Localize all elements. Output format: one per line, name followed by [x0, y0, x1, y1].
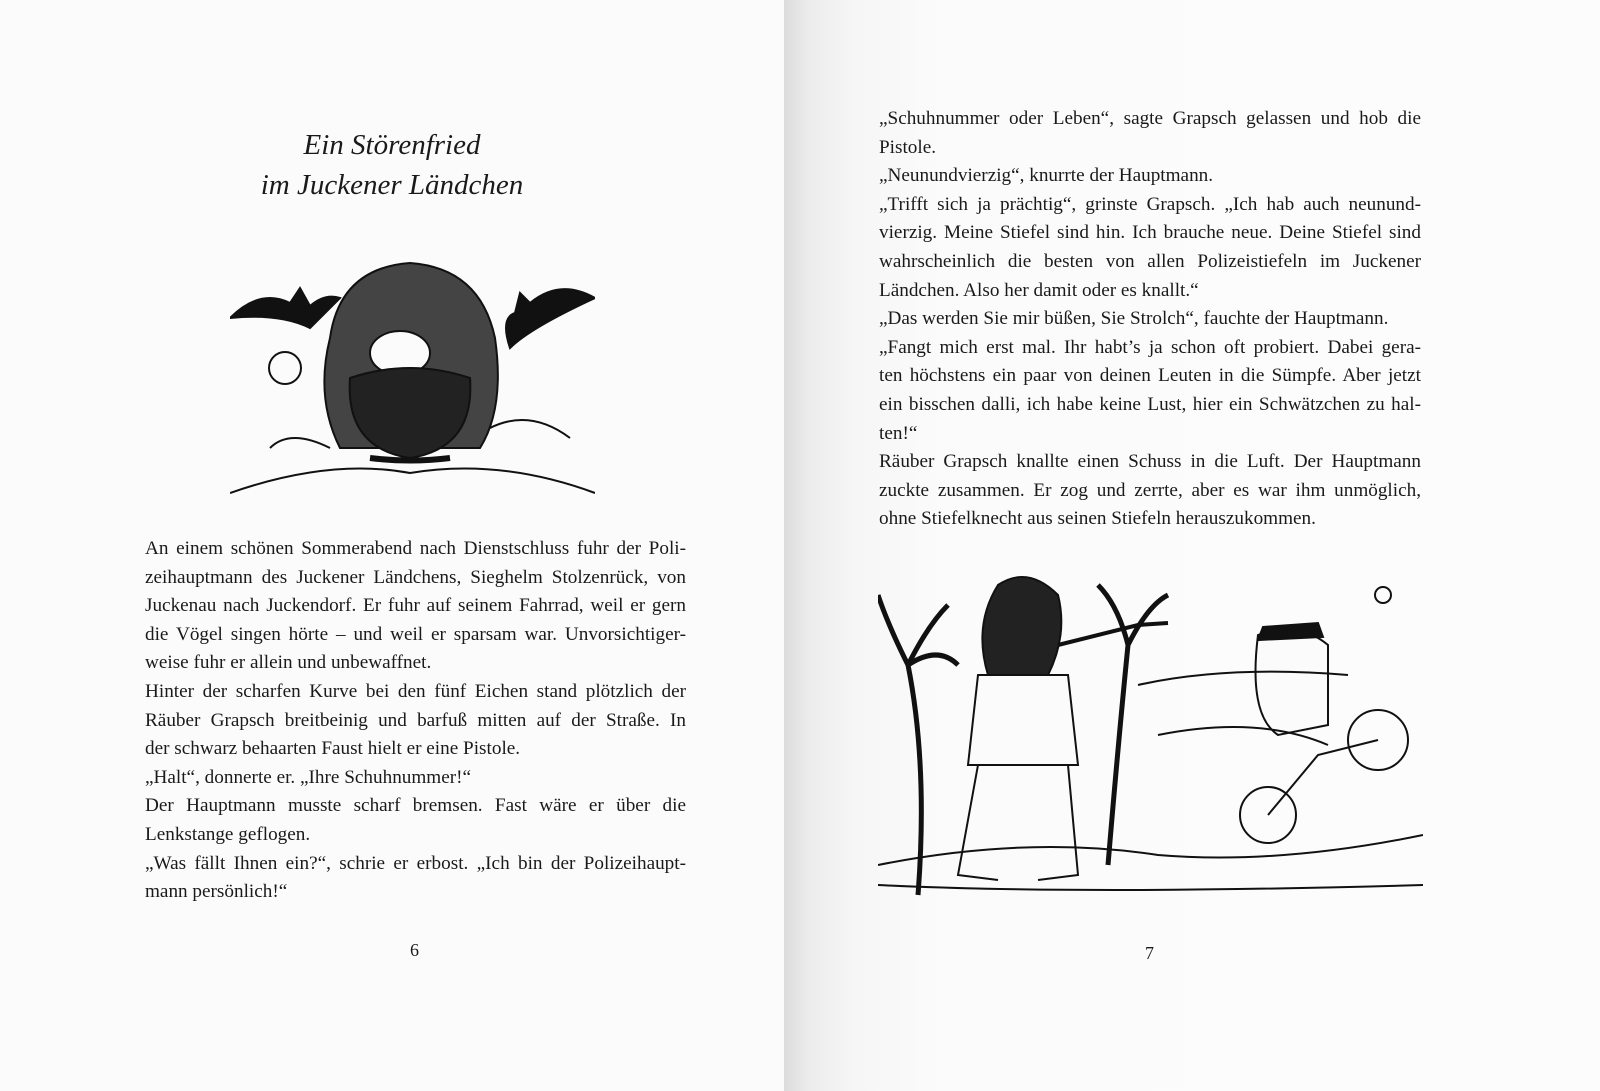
text-line: ein bisschen dalli, ich habe keine Lust, hier ein Schwätzchen zu hal- [879, 393, 1421, 415]
text-line: Ländchen. Also her damit oder es knallt.“ [879, 279, 1199, 301]
text-line: zuckte zusammen. Er zog und zerrte, aber es war ihm unmöglich, [879, 479, 1421, 501]
text-line: Lenkstange geflogen. [145, 823, 311, 845]
text-line: Pistole. [879, 136, 937, 158]
robber-and-policeman-illustration [878, 565, 1423, 900]
text-line: „Was fällt Ihnen ein?“, schrie er erbost. „Ich bin der Polizeihaupt- [145, 852, 686, 874]
text-line: „Schuhnummer oder Leben“, sagte Grapsch gelassen und hob die [879, 108, 1421, 129]
text-line: zeihauptmann des Juckener Ländchens, Sieghelm Stolzenrück, von [145, 566, 686, 588]
right-page-body-text [879, 105, 1421, 534]
left-page-body-text [145, 535, 686, 907]
text-line: wahrscheinlich die besten von allen Polizeistiefeln im Juckener [879, 250, 1421, 272]
text-line: die Vögel singen hörte – und weil er sparsam war. Unvorsichtiger- [145, 623, 686, 645]
chapter-title [0, 125, 784, 205]
text-line: Der Hauptmann musste scharf bremsen. Fast wäre er über die [145, 795, 686, 817]
text-line: ohne Stiefelknecht aus seinen Stiefeln herauszukommen. [879, 508, 1316, 530]
chapter-title-line: im Juckener Ländchen [260, 169, 524, 201]
text-line: ten!“ [879, 422, 918, 444]
chapter-title-line: Ein Störenfried [303, 129, 481, 161]
text-line: mann persönlich!“ [145, 881, 288, 903]
page-number: 6 [410, 940, 419, 960]
text-line: „Das werden Sie mir büßen, Sie Strolch“, fauchte der Hauptmann. [879, 308, 1389, 330]
text-line: vierzig. Meine Stiefel sind hin. Ich brauche neue. Deine Stiefel sind [879, 222, 1421, 244]
text-line: Juckenau nach Juckendorf. Er fuhr auf seinem Fahrrad, weil er gern [145, 595, 686, 617]
text-line: weise fuhr er allein und unbewaffnet. [145, 652, 432, 674]
text-line: „Trifft sich ja prächtig“, grinste Grapsch. „Ich hab auch neunund- [879, 193, 1421, 215]
robber-portrait-illustration [230, 258, 595, 503]
text-line: Räuber Grapsch breitbeinig und barfuß mitten auf der Straße. In [145, 709, 686, 731]
text-line: Räuber Grapsch knallte einen Schuss in die Luft. Der Hauptmann [879, 451, 1421, 473]
text-line: der schwarz behaarten Faust hielt er eine Pistole. [145, 738, 521, 760]
text-line: An einem schönen Sommerabend nach Dienstschluss fuhr der Poli- [145, 538, 686, 559]
text-line: Hinter der scharfen Kurve bei den fünf Eichen stand plötzlich der [145, 680, 686, 702]
text-line: „Halt“, donnerte er. „Ihre Schuhnummer!“ [145, 766, 472, 788]
page-number: 7 [1145, 943, 1154, 963]
text-line: „Fangt mich erst mal. Ihr habt’s ja schon oft probiert. Dabei gera- [879, 336, 1421, 358]
left-page [0, 0, 784, 1091]
right-page [784, 0, 1600, 1091]
text-line: „Neunundvierzig“, knurrte der Hauptmann. [879, 165, 1214, 187]
text-line: ten höchstens ein paar von deinen Leuten in die Sümpfe. Aber jetzt [879, 365, 1421, 387]
